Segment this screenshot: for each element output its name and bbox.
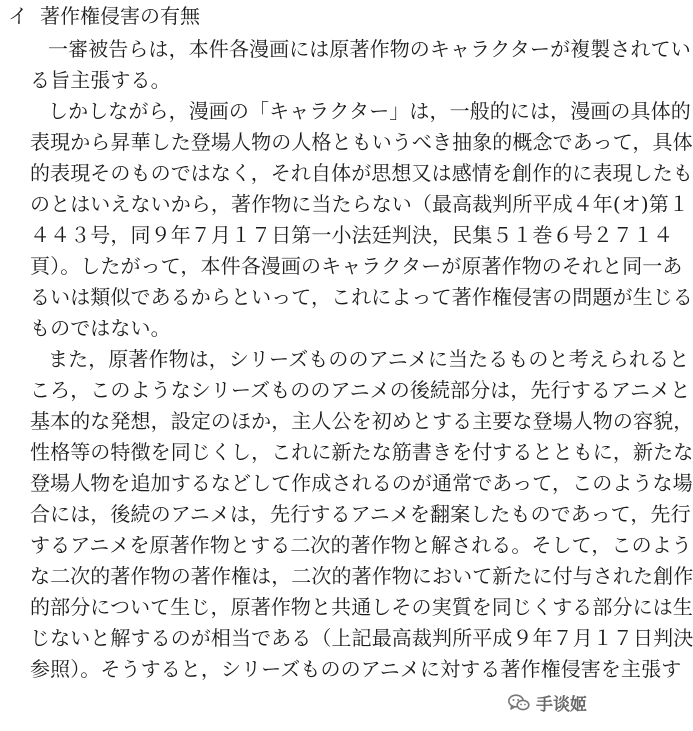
paragraph-line: ものではない。	[30, 316, 171, 340]
paragraph-line: ころ，このようなシリーズもののアニメの後続部分は，先行するアニメと	[30, 378, 691, 402]
paragraph-line: 性格等の特徴を同じくし，これに新たな筋書きを付するとともに，新たな	[30, 440, 693, 464]
paragraph-line: また，原著作物は，シリーズもののアニメに当たるものと考えられると	[48, 347, 690, 371]
paragraph-line: 頁）。したがって，本件各漫画のキャラクターが原著作物のそれと同一あ	[30, 254, 683, 278]
section-heading	[8, 2, 200, 30]
wechat-icon	[508, 694, 530, 712]
paragraph-line: る旨主張する。	[30, 68, 171, 92]
paragraph-line: 基本的な発想，設定のほか，主人公を初めとする主要な登場人物の容貌，	[30, 409, 693, 433]
paragraph-line: 一審被告らは，本件各漫画には原著作物のキャラクターが複製されてい	[48, 37, 691, 61]
paragraph-line: 表現から昇華した登場人物の人格ともいうべき抽象的概念であって，具体	[30, 130, 693, 154]
paragraph-line: しかしながら，漫画の「キャラクター」は，一般的には，漫画の具体的	[48, 99, 691, 123]
section-marker: イ	[8, 4, 28, 28]
paragraph-line: な二次的著作物の著作権は，二次的著作物において新たに付与された創作	[30, 564, 693, 588]
paragraph-line: るいは類似であるからといって，これによって著作権侵害の問題が生じる	[30, 285, 693, 309]
paragraph-line: 登場人物を追加するなどして作成されるのが通常であって，このような場	[30, 471, 693, 495]
section-title: 著作権侵害の有無	[40, 4, 200, 28]
watermark-text: 手谈姬	[536, 695, 587, 715]
paragraph-line: 的表現そのものではなく，それ自体が思想又は感情を創作的に表現したも	[30, 161, 693, 185]
paragraph-line: 参照）。そうすると，シリーズもののアニメに対する著作権侵害を主張す	[30, 657, 682, 681]
paragraph-line: するアニメを原著作物とする二次的著作物と解される。そして，このよう	[30, 533, 692, 557]
watermark	[508, 690, 587, 715]
paragraph-line: ４４３号，同９年７月１７日第一小法廷判決，民集５１巻６号２７１４	[30, 223, 674, 247]
paragraph-line: 合には，後続のアニメは，先行するアニメを翻案したものであって，先行	[30, 502, 691, 526]
paragraph-line: じないと解するのが相当である（上記最高裁判所平成９年７月１７日判決	[30, 626, 693, 650]
paragraph-line: 的部分について生じ，原著作物と共通しその実質を同じくする部分には生	[30, 595, 693, 619]
paragraph-line: のとはいえないから，著作物に当たらない（最高裁判所平成４年(オ)第１	[30, 192, 690, 216]
